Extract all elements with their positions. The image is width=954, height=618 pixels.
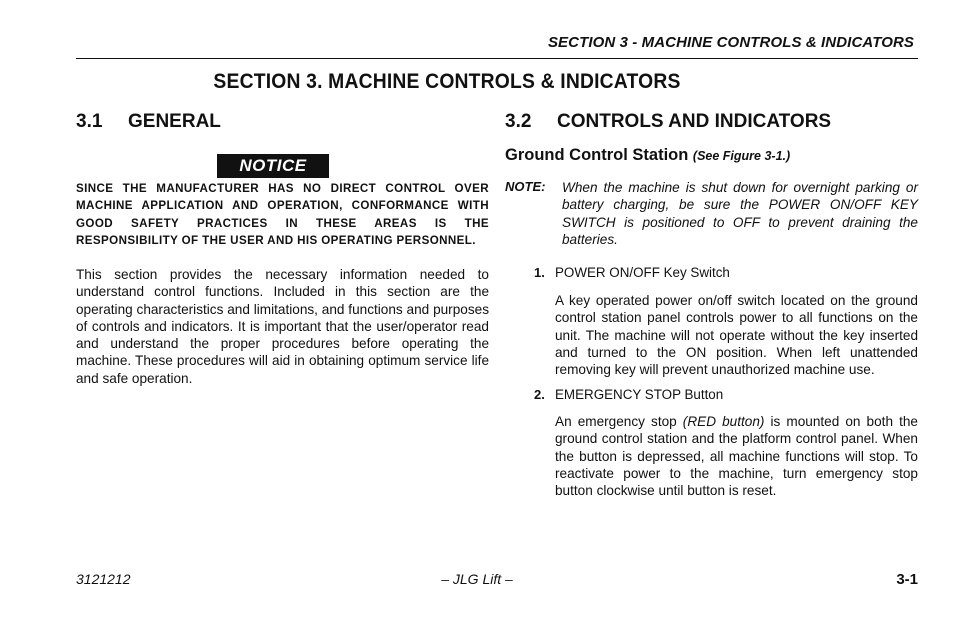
section-3-2-heading: [505, 111, 831, 133]
subheading-text: Ground Control Station: [505, 146, 689, 164]
section-number: 3.2: [505, 111, 532, 132]
note-text: When the machine is shut down for overnight parking or battery charging, be sure the POWER ON/OFF KEY SWITCH is positioned to OFF to prevent draining the batteries.: [562, 180, 918, 247]
section-3-1-heading: [76, 111, 221, 133]
page-title: SECTION 3. MACHINE CONTROLS & INDICATORS: [213, 70, 681, 93]
document-number: 3121212: [76, 571, 131, 587]
item-body-emphasis: (RED button): [682, 414, 765, 429]
figure-reference: (See Figure 3-1.): [692, 149, 791, 163]
section-title: GENERAL: [128, 111, 221, 132]
item-number: 2.: [534, 387, 545, 402]
note-label: NOTE:: [505, 179, 546, 194]
section-number: 3.1: [76, 111, 103, 132]
notice-badge: NOTICE: [217, 154, 329, 178]
item-body-text: is mounted on both the ground control station and the platform control panel. When the button is depressed, all machine functions will stop. To reactivate power to the machine, turn emergency stop button clockwise until button is reset.: [555, 414, 918, 499]
item-number: 1.: [534, 265, 545, 280]
running-head: SECTION 3 - MACHINE CONTROLS & INDICATORS: [547, 34, 914, 51]
item-title: POWER ON/OFF Key Switch: [555, 265, 730, 280]
item-body: A key operated power on/off switch located on the ground control station panel controls power to all functions on the unit. The machine will not operate without the key inserted and turned to the ON position. When left unattended removing key will prevent unauthorized machine use.: [555, 293, 918, 378]
section-title: CONTROLS AND INDICATORS: [557, 111, 832, 132]
item-body-text: An emergency stop: [555, 414, 683, 429]
general-paragraph: This section provides the necessary information needed to understand control functions. Included in this section are the operating characteristics and limitations, and functions and purposes of controls and indicators. It is important that the user/operator read and understand the proper procedures before operating the machine. These procedures will aid in obtaining optimum service life and safe operation.: [76, 267, 489, 386]
page-number: 3-1: [896, 571, 918, 588]
header-rule: [76, 58, 918, 59]
notice-text: SINCE THE MANUFACTURER HAS NO DIRECT CONTROL OVER MACHINE APPLICATION AND OPERATION, CONFORMANCE WITH GOOD SAFETY PRACTICES IN THESE AREAS IS THE RESPONSIBILITY OF THE USER AND HIS OPERATING PERSONNEL.: [76, 182, 489, 247]
footer-center: – JLG Lift –: [441, 571, 513, 587]
item-body: [555, 413, 918, 499]
item-title: EMERGENCY STOP Button: [555, 387, 724, 402]
ground-control-station-heading: [505, 146, 790, 165]
